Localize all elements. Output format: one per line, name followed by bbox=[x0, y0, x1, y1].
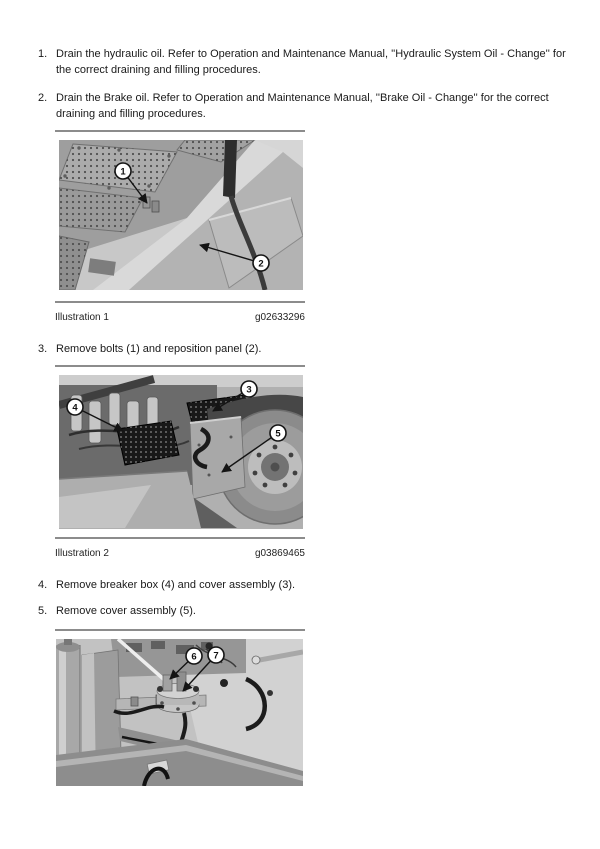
callout-4-number: 4 bbox=[72, 402, 78, 414]
step-number: 1. bbox=[38, 48, 48, 60]
step-text: Remove cover assembly (5). bbox=[56, 605, 196, 617]
step-item-2 bbox=[38, 90, 566, 122]
figure-id: g03869465 bbox=[254, 548, 305, 559]
cover-assembly-5-target bbox=[190, 417, 245, 499]
step-text: Remove bolts (1) and reposition panel (2). bbox=[56, 343, 262, 355]
figure-id: g02633296 bbox=[254, 312, 305, 323]
step-number: 2. bbox=[38, 92, 48, 104]
step-item-4 bbox=[38, 577, 566, 593]
callout-7-number: 7 bbox=[213, 650, 219, 662]
step-number: 3. bbox=[38, 343, 48, 355]
illustration-1-bottom-rule bbox=[55, 301, 305, 303]
callout-1-number: 1 bbox=[120, 166, 126, 178]
illustration-2-bottom-rule bbox=[55, 537, 305, 539]
callout-6-number: 6 bbox=[191, 651, 197, 663]
machine-frame bbox=[59, 471, 201, 528]
illustration-3-top-rule bbox=[55, 629, 305, 631]
callout-5-number: 5 bbox=[275, 428, 281, 440]
illustration-2-top-rule bbox=[55, 365, 305, 367]
step-item-5 bbox=[38, 603, 566, 619]
step-text: Drain the Brake oil. Refer to Operation and Maintenance Manual, ''Brake Oil - Change'' for the correct draining and filling procedures. bbox=[56, 92, 549, 120]
hose-bracket bbox=[223, 140, 237, 198]
step-text: Drain the hydraulic oil. Refer to Operation and Maintenance Manual, ''Hydraulic System Oil - Change'' for the correct draining and filling procedures. bbox=[56, 48, 566, 76]
illustration-1-caption bbox=[55, 311, 305, 324]
illustration-2-image bbox=[59, 375, 303, 529]
illustration-label: Illustration 2 bbox=[55, 548, 109, 559]
step-number: 5. bbox=[38, 605, 48, 617]
step-item-3 bbox=[38, 341, 566, 357]
illustration-1-image bbox=[59, 140, 303, 290]
step-number: 4. bbox=[38, 579, 48, 591]
illustration-label: Illustration 1 bbox=[55, 312, 109, 323]
callout-3-number: 3 bbox=[246, 384, 252, 396]
callout-2-number: 2 bbox=[258, 258, 264, 270]
step-text: Remove breaker box (4) and cover assembly (3). bbox=[56, 579, 296, 591]
illustration-3-image bbox=[56, 639, 303, 786]
illustration-1-top-rule bbox=[55, 130, 305, 132]
illustration-2-caption bbox=[55, 547, 305, 560]
step-item-1 bbox=[38, 46, 566, 78]
